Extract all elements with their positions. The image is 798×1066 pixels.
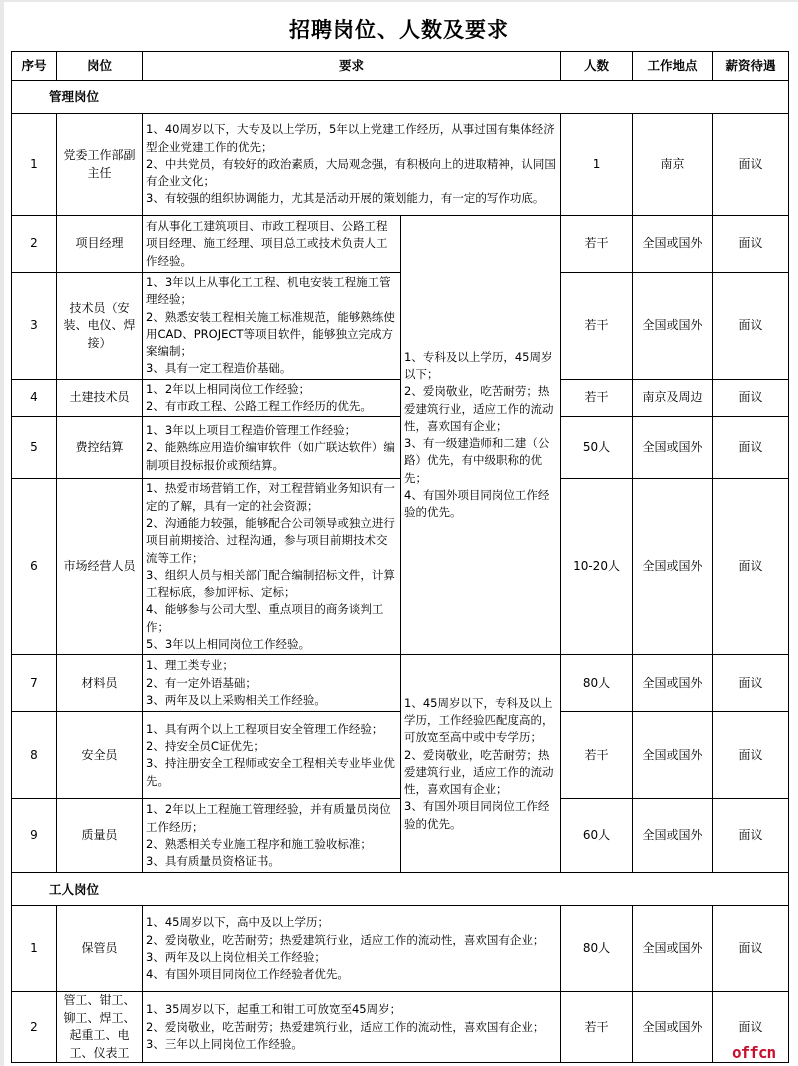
cell-salary: 面议 [713,417,789,479]
cell-position: 质量员 [57,799,143,873]
cell-requirements [143,379,401,417]
cell-seq: 5 [12,417,57,479]
cell-position: 费控结算 [57,417,143,479]
requirement-line: 2、熟悉相关专业施工程序和施工验收标准； [146,836,372,851]
cell-requirements [143,655,401,712]
cell-location: 全国或国外 [633,417,713,479]
requirement-line: 3、两年及以上岗位相关工作经验； [146,949,326,964]
requirement-line: 3、具有质量员资格证书。 [146,854,280,869]
table-row [12,379,789,417]
cell-position: 安全员 [57,712,143,799]
cell-seq: 8 [12,712,57,799]
requirement-line: 1、3年以上从事化工工程、机电安装工程施工管理经验； [146,275,391,307]
cell-salary: 面议 [713,906,789,992]
cell-seq: 1 [12,906,57,992]
table-row [12,216,789,273]
header-seq: 序号 [12,52,57,81]
cell-location: 全国或国外 [633,992,713,1063]
cell-seq: 2 [12,992,57,1063]
section-row-management [12,81,789,114]
requirement-line: 2、爱岗敬业，吃苦耐劳；热爱建筑行业，适应工作的流动性，喜欢国有企业； [146,932,545,947]
requirement-line: 1、2年以上工程施工管理经验，并有质量员岗位工作经历； [146,802,391,834]
cell-seq: 9 [12,799,57,873]
requirement-line: 1、35周岁以下，起重工和钳工可放宽至45周岁； [146,1002,402,1017]
header-location: 工作地点 [633,52,713,81]
requirement-line: 2、沟通能力较强，能够配合公司领导或独立进行项目前期接洽、过程沟通，参与项目前期技术交流等工作； [146,515,395,565]
cell-salary: 面议 [713,655,789,712]
cell-salary: 面议 [713,273,789,380]
cell-salary: 面议 [713,114,789,216]
table-row [12,992,789,1063]
watermark-logo: offcn [732,1043,776,1062]
cell-position: 土建技术员 [57,379,143,417]
requirement-line: 1、具有两个以上工程项目安全管理工作经验； [146,721,384,736]
cell-seq: 7 [12,655,57,712]
cell-salary: 面议 [713,479,789,655]
header-count: 人数 [561,52,633,81]
cell-requirements [143,479,401,655]
requirement-line: 3、有国外项目同岗位工作经验的优先。 [404,799,550,831]
table-header-row [12,52,789,81]
cell-position: 材料员 [57,655,143,712]
cell-count: 若干 [561,216,633,273]
cell-position: 保管员 [57,906,143,992]
cell-location: 全国或国外 [633,655,713,712]
cell-location: 南京及周边 [633,379,713,417]
requirement-line: 1、45周岁以下，高中及以上学历； [146,915,329,930]
page-title: 招聘岗位、人数及要求 [289,17,509,42]
cell-position: 项目经理 [57,216,143,273]
cell-seq: 4 [12,379,57,417]
cell-requirements [143,712,401,799]
table-row [12,799,789,873]
requirement-line: 2、持安全员C证优先； [146,739,265,754]
cell-salary: 面议 [713,712,789,799]
header-salary: 薪资待遇 [713,52,789,81]
requirement-line: 1、2年以上相同岗位工作经验； [146,381,311,396]
requirement-line: 2、爱岗敬业，吃苦耐劳；热爱建筑行业，适应工作的流动性，喜欢国有企业； [404,747,554,797]
requirement-line: 3、有一级建造师和二建（公路）优先，有中级职称的优先； [404,436,550,485]
requirement-line: 3、具有一定工程造价基础。 [146,361,292,376]
header-requirements: 要求 [143,52,561,81]
cell-position: 党委工作部副主任 [57,114,143,216]
requirement-line: 2、爱岗敬业，吃苦耐劳；热爱建筑行业，适应工作的流动性，喜欢国有企业； [146,1019,545,1034]
requirement-line: 2、能熟练应用造价编审软件（如广联达软件）编制项目投标报价或预结算。 [146,440,395,472]
cell-requirements [143,114,561,216]
cell-location: 南京 [633,114,713,216]
cell-count: 50人 [561,417,633,479]
cell-salary: 面议 [713,216,789,273]
cell-count: 80人 [561,906,633,992]
cell-position: 技术员（安装、电仪、焊接） [57,273,143,380]
requirement-line: 3、两年及以上采购相关工作经验。 [146,692,326,707]
requirement-line: 1、40周岁以下，大专及以上学历，5年以上党建工作经历，从事过国有集体经济型企业党建工作的优先； [146,122,555,154]
recruitment-table [11,51,789,1063]
cell-location: 全国或国外 [633,906,713,992]
requirement-line: 2、有市政工程、公路工程工作经历的优先。 [146,399,372,414]
cell-location: 全国或国外 [633,712,713,799]
cell-position: 市场经营人员 [57,479,143,655]
requirement-line: 4、有国外项目同岗位工作经验者优先。 [146,967,349,982]
requirement-line: 1、热爱市场营销工作，对工程营销业务知识有一定的了解，具有一定的社会资源； [146,481,395,513]
cell-count: 若干 [561,992,633,1063]
cell-count: 60人 [561,799,633,873]
requirement-line: 5、3年以上相同岗位工作经验。 [146,637,311,652]
requirement-line: 1、理工类专业； [146,658,234,673]
cell-salary: 面议 [713,992,789,1063]
table-row [12,712,789,799]
requirement-line: 1、3年以上项目工程造价管理工作经验； [146,422,357,437]
cell-shared-requirements [401,216,561,655]
requirement-line: 3、组织人员与相关部门配合编制招标文件，计算工程标底，参加评标、定标； [146,567,395,600]
cell-salary: 面议 [713,799,789,873]
requirement-line: 2、中共党员，有较好的政治素质，大局观念强，有积极向上的进取精神，认同国有企业文化； [146,156,556,189]
requirement-line: 有从事化工建筑项目、市政工程项目、公路工程项目经理、施工经理、项目总工或技术负责人工作经验。 [146,219,388,268]
table-row [12,655,789,712]
section-title: 管理岗位 [12,81,789,114]
requirement-line: 3、有较强的组织协调能力，尤其是活动开展的策划能力，有一定的写作功底。 [146,191,545,206]
table-row [12,273,789,380]
cell-count: 若干 [561,273,633,380]
cell-requirements [143,906,561,992]
table-row [12,417,789,479]
page-edge-top [0,0,798,2]
table-row [12,114,789,216]
cell-seq: 1 [12,114,57,216]
cell-count: 1 [561,114,633,216]
cell-requirements [143,216,401,273]
requirement-line: 2、熟悉安装工程相关施工标准规范，能够熟练使用CAD、PROJECT等项目软件，能够独立完成方案编制； [146,309,395,359]
table-row [12,479,789,655]
cell-position: 管工、钳工、铆工、焊工、起重工、电工、仪表工 [57,992,143,1063]
cell-requirements [143,799,401,873]
cell-requirements [143,273,401,380]
cell-seq: 3 [12,273,57,380]
requirement-line: 1、专科及以上学历，45周岁以下； [404,349,553,381]
cell-location: 全国或国外 [633,799,713,873]
cell-count: 若干 [561,712,633,799]
requirement-line: 1、45周岁以下，专科及以上学历，工作经验匹配度高的，可放宽至高中或中专学历； [404,695,554,745]
requirement-line: 2、爱岗敬业，吃苦耐劳；热爱建筑行业，适应工作的流动性，喜欢国有企业； [404,384,554,433]
requirement-line: 3、三年以上同岗位工作经验。 [146,1036,303,1051]
section-title: 工人岗位 [12,873,789,906]
requirement-line: 3、持注册安全工程师或安全工程相关专业毕业优先。 [146,756,395,788]
cell-requirements [143,992,561,1063]
cell-shared-requirements [401,655,561,873]
cell-location: 全国或国外 [633,273,713,380]
cell-seq: 6 [12,479,57,655]
cell-location: 全国或国外 [633,479,713,655]
cell-count: 若干 [561,379,633,417]
section-row-workers [12,873,789,906]
requirement-line: 4、能够参与公司大型、重点项目的商务谈判工作； [146,602,384,634]
cell-requirements [143,417,401,479]
cell-salary: 面议 [713,379,789,417]
cell-seq: 2 [12,216,57,273]
requirement-line: 4、有国外项目同岗位工作经验的优先。 [404,488,550,520]
cell-location: 全国或国外 [633,216,713,273]
cell-count: 10-20人 [561,479,633,655]
cell-count: 80人 [561,655,633,712]
header-position: 岗位 [57,52,143,81]
table-row [12,906,789,992]
requirement-line: 2、有一定外语基础； [146,675,257,690]
page-edge-left [0,0,4,1066]
